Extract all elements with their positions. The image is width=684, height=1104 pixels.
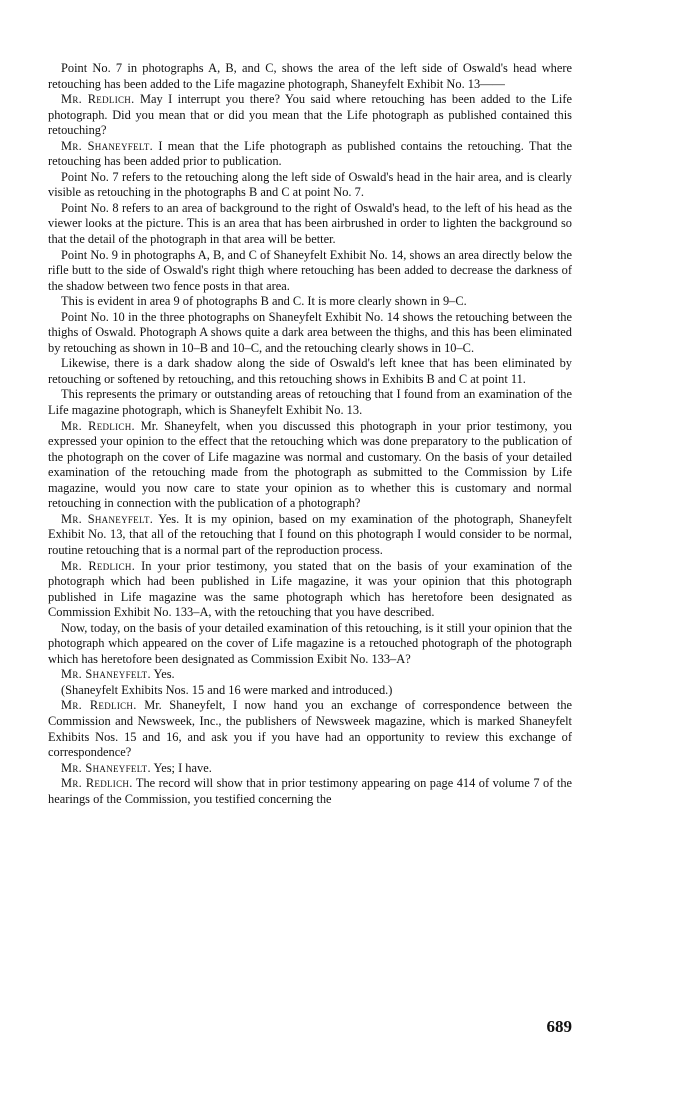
paragraph	[48, 512, 572, 559]
paragraph-text: I mean that the Life photograph as published contains the retouching. That the retouching has been added prior to publication.	[48, 138, 572, 169]
speaker: Mr. Shaneyfelt.	[61, 511, 154, 526]
paragraph-text: Point No. 8 refers to an area of background to the right of Oswald's head, to the left of his head as the viewer looks at the picture. This is an area that has been airbrushed in order to lighten the background so that the detail of the photograph in that area will be better.	[48, 200, 572, 247]
paragraph	[48, 170, 572, 201]
paragraph-text: Point No. 7 in photographs A, B, and C, shows the area of the left side of Oswald's head where retouching has been added to the Life magazine photograph, Shaneyfelt Exhibit No. 13——	[48, 61, 572, 91]
paragraph	[48, 356, 572, 387]
paragraph-text: Likewise, there is a dark shadow along the side of Oswald's left knee that has been eliminated by retouching or softened by retouching, and this retouching shows in Exhibits B and C at point 11.	[48, 356, 572, 386]
paragraph-text: May I interrupt you there? You said where retouching has been added to the Life photograph. Did you mean that or did you mean that the Life photograph as published contained this retouching?	[48, 92, 572, 138]
speaker: Mr. Redlich.	[61, 92, 135, 107]
paragraph	[48, 683, 572, 699]
paragraph-text: This represents the primary or outstanding areas of retouching that I found from an examination of the Life magazine photograph, which is Shaneyfelt Exhibit No. 13.	[48, 387, 572, 418]
speaker: Mr. Shaneyfelt.	[61, 138, 154, 153]
paragraph	[48, 387, 572, 418]
paragraph-text: Point No. 9 in photographs A, B, and C of Shaneyfelt Exhibit No. 14, shows an area directly below the rifle butt to the side of Oswald's right thigh where retouching has been added to decrease the darkness of the shadow between two fence posts in that area.	[48, 247, 572, 293]
paragraph-text: Yes. It is my opinion, based on my examination of the photograph, Shaneyfelt Exhibit No. 13, that all of the retouching that I found on this photograph I would consider to be normal, routine retouching that is a normal part of the reproduction process.	[48, 511, 572, 557]
speaker: Mr. Shaneyfelt.	[61, 760, 151, 775]
paragraph	[48, 698, 572, 760]
paragraph-text: In your prior testimony, you stated that on the basis of your examination of the photograph which had been published in Life magazine, it was your opinion that this photograph published in Life magazine was the same photograph which has heretofore been designated as Commission Exhibit No. 133–A, with the retouching that you have described.	[48, 558, 572, 620]
paragraph	[48, 201, 572, 248]
paragraph-text: Mr. Shaneyfelt, when you discussed this photograph in your prior testimony, you expressed your opinion to the effect that the retouching which was done preparatory to the publication of the photograph on the cover of Life magazine was normal and customary. On the basis of your detailed examination of the retouching made from the photograph as submitted to the Commission by Life magazine, would you now care to state your opinion as to whether this is customary and normal retouching in connection with the publication of a photograph?	[48, 418, 572, 511]
paragraph	[48, 92, 572, 139]
paragraph	[48, 61, 572, 92]
paragraph-text: This is evident in area 9 of photographs B and C. It is more clearly shown in 9–C.	[61, 294, 467, 309]
page-number: 689	[546, 1017, 572, 1036]
speaker: Mr. Redlich.	[61, 698, 137, 713]
paragraph	[48, 761, 572, 777]
paragraph-text: The record will show that in prior testimony appearing on page 414 of volume 7 of the hearings of the Commission, you testified concerning the	[48, 776, 573, 806]
speaker: Mr. Redlich.	[61, 558, 136, 573]
paragraph	[48, 310, 572, 357]
paragraph	[48, 248, 572, 295]
paragraph	[48, 419, 572, 512]
testimony-page	[48, 61, 572, 807]
paragraph	[48, 776, 572, 807]
paragraph-text: (Shaneyfelt Exhibits Nos. 15 and 16 were marked and introduced.)	[61, 682, 393, 697]
speaker: Mr. Redlich.	[61, 418, 135, 433]
paragraph-text: Point No. 7 refers to the retouching along the left side of Oswald's head in the hair area, and is clearly visible as retouching in the photographs B and C at point No. 7.	[48, 169, 572, 200]
paragraph	[48, 667, 572, 683]
paragraph-text: Now, today, on the basis of your detailed examination of this retouching, is it still your opinion that the photograph which appeared on the cover of Life magazine is a retouched photograph of the photograph which has heretofore been designated as Commission Exibit No. 133–A?	[48, 620, 572, 666]
paragraph	[48, 621, 572, 668]
paragraph-text: Yes.	[153, 667, 175, 682]
speaker: Mr. Shaneyfelt.	[61, 667, 151, 682]
paragraph	[48, 294, 572, 310]
paragraph	[48, 139, 572, 170]
paragraph-text: Yes; I have.	[153, 760, 212, 775]
paragraph-text: Mr. Shaneyfelt, I now hand you an exchange of correspondence between the Commission and Newsweek, Inc., the publishers of Newsweek magazine, which is marked Shaneyfelt Exhibits Nos. 15 and 16, and ask you if you have had an opportunity to review this exchange of correspondence?	[48, 698, 573, 760]
paragraph	[48, 559, 572, 621]
speaker: Mr. Redlich.	[61, 776, 133, 791]
paragraph-text: Point No. 10 in the three photographs on Shaneyfelt Exhibit No. 14 shows the retouching between the thighs of Oswald. Photograph A shows quite a dark area between the thighs, and this has been eliminated by retouching as shown in 10–B and 10–C, and the retouching clearly shows in 10–C.	[48, 309, 572, 355]
